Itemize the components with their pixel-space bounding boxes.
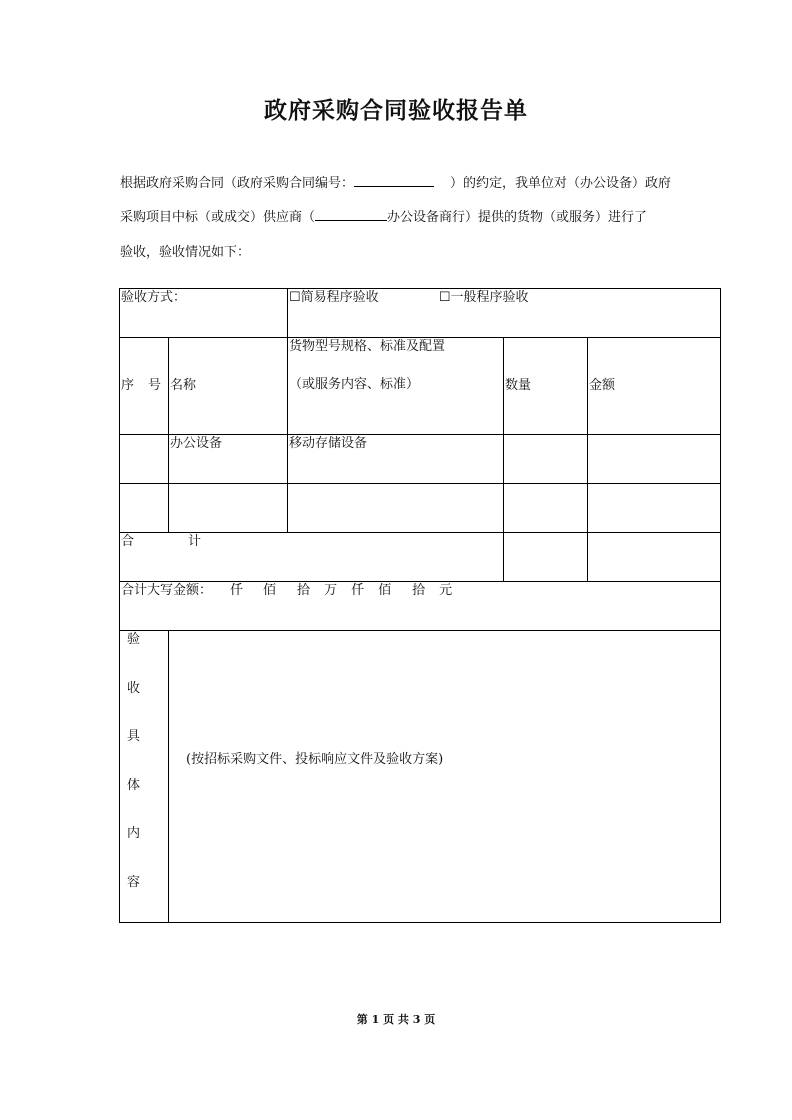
row-2-spec[interactable]	[288, 484, 504, 533]
page-title: 政府采购合同验收报告单	[264, 98, 528, 124]
table-row	[120, 435, 721, 484]
method-row	[120, 289, 721, 338]
total-label-2: 计	[188, 534, 202, 549]
unit-bai-2: 佰	[378, 583, 392, 598]
contract-number-blank[interactable]	[354, 173, 434, 187]
details-label	[120, 631, 169, 923]
footer-suffix: 页	[424, 1013, 436, 1026]
footer-total-pages: 3	[412, 1013, 421, 1026]
intro-line-2	[120, 206, 647, 225]
unit-shi: 拾	[297, 583, 311, 598]
qty-header: 数量	[504, 338, 588, 435]
page-footer	[0, 1011, 792, 1027]
method-label: 验收方式：	[120, 289, 288, 338]
unit-qian-2: 仟	[351, 583, 365, 598]
row-1-name[interactable]: 办公设备	[169, 435, 288, 484]
seq-header	[120, 338, 169, 435]
footer-mid: 页 共	[383, 1013, 409, 1026]
intro-line-1-a: 根据政府采购合同（政府采购合同编号：	[120, 176, 355, 191]
table-row	[120, 484, 721, 533]
capital-row	[120, 582, 721, 631]
row-2-amount[interactable]	[588, 484, 721, 533]
option-simple-checkbox[interactable]: ☐简易程序验收	[289, 290, 379, 305]
unit-qian: 仟	[230, 583, 244, 598]
unit-wan: 万	[324, 583, 338, 598]
intro-line-1	[120, 172, 671, 191]
seq-header-1: 序	[121, 378, 135, 393]
total-label-1: 合	[121, 534, 135, 549]
details-content: (按招标采购文件、投标响应文件及验收方案)	[186, 752, 444, 767]
capital-amount-cell[interactable]	[120, 582, 721, 631]
header-row	[120, 338, 721, 435]
unit-shi-2: 拾	[412, 583, 426, 598]
supplier-name-blank[interactable]	[315, 207, 387, 221]
total-amount[interactable]	[588, 533, 721, 582]
intro-line-1-b: ）的约定，我单位对（办公设备）政府	[450, 176, 672, 191]
footer-prefix: 第	[356, 1013, 368, 1026]
intro-line-3: 验收，验收情况如下：	[120, 245, 251, 260]
footer-page-number: 1	[371, 1013, 380, 1026]
name-header: 名称	[169, 338, 288, 435]
spec-header	[288, 338, 504, 435]
row-2-qty[interactable]	[504, 484, 588, 533]
intro-line-2-b: 办公设备商行）提供的货物（或服务）进行了	[387, 210, 648, 225]
amount-header: 金额	[588, 338, 721, 435]
details-char: 收	[127, 680, 141, 696]
total-label	[120, 533, 504, 582]
acceptance-table	[119, 288, 721, 923]
details-content-cell[interactable]	[169, 631, 721, 923]
spec-header-line-1: 货物型号规格、标准及配置	[289, 339, 446, 354]
details-char: 容	[127, 874, 141, 890]
unit-bai: 佰	[263, 583, 277, 598]
intro-line-2-a: 采购项目中标（或成交）供应商（	[120, 210, 316, 225]
method-options	[288, 289, 721, 338]
spec-header-line-2: （或服务内容、标准）	[289, 377, 420, 392]
row-2-name[interactable]	[169, 484, 288, 533]
details-char: 验	[127, 632, 141, 647]
details-char: 内	[127, 826, 141, 841]
details-row	[120, 631, 721, 923]
details-char: 具	[127, 729, 141, 744]
row-2-seq[interactable]	[120, 484, 169, 533]
unit-yuan: 元	[439, 583, 453, 598]
row-1-qty[interactable]	[504, 435, 588, 484]
total-qty[interactable]	[504, 533, 588, 582]
total-row	[120, 533, 721, 582]
option-general-checkbox[interactable]: ☐一般程序验收	[438, 290, 529, 305]
capital-label: 合计大写金额：	[121, 583, 213, 598]
row-1-amount[interactable]	[588, 435, 721, 484]
details-char: 体	[127, 777, 141, 793]
seq-header-2: 号	[148, 378, 162, 393]
row-1-seq[interactable]	[120, 435, 169, 484]
row-1-spec[interactable]: 移动存储设备	[288, 435, 504, 484]
